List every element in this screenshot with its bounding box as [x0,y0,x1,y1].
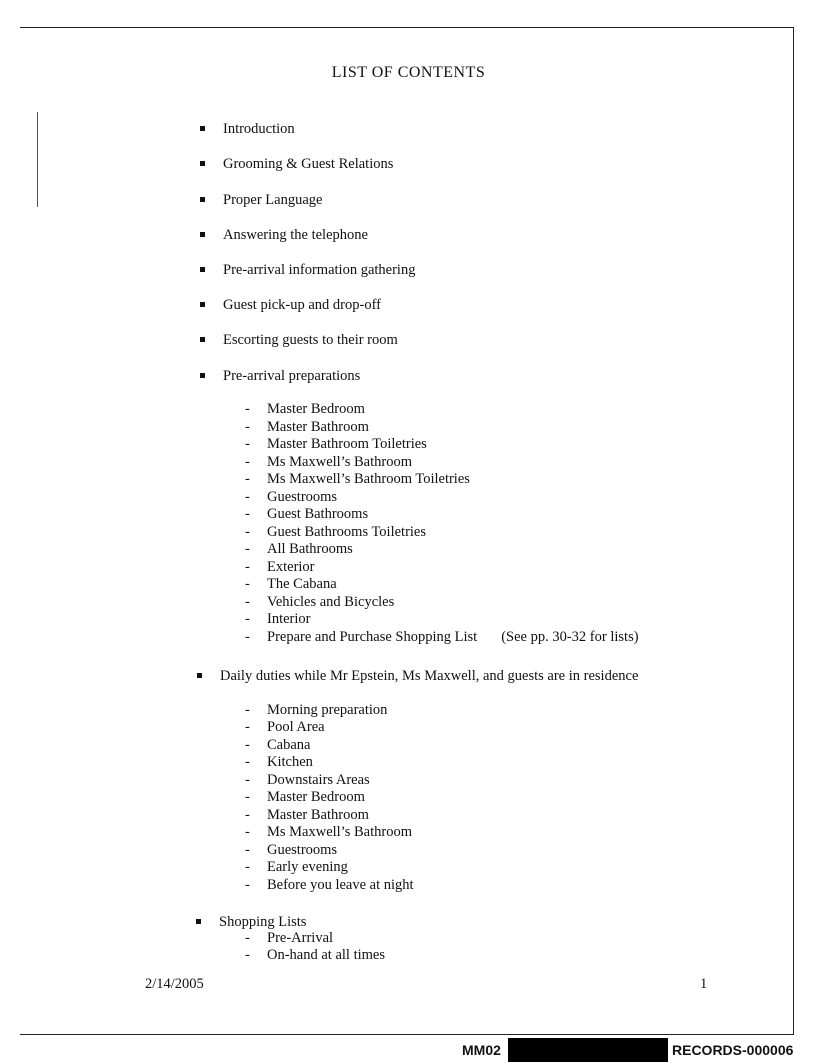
dash-marker: - [245,719,250,735]
dash-marker: - [245,859,250,875]
margin-mark [37,112,38,207]
dash-marker: - [245,754,250,770]
bullet-icon [200,126,205,131]
bullet-icon [200,232,205,237]
dash-marker: - [245,702,250,718]
dash-marker: - [245,737,250,753]
bullet-icon [200,197,205,202]
page-title: LIST OF CONTENTS [331,64,486,81]
redaction-bar [508,1038,668,1062]
bullet-icon [200,302,205,307]
bullet-icon [200,337,205,342]
right-border-line [793,27,794,1034]
dash-marker: - [245,559,250,575]
dash-marker: - [245,524,250,540]
dash-marker: - [245,842,250,858]
dash-marker: - [245,611,250,627]
bullet-icon [197,673,202,678]
bottom-border-line [20,1034,794,1035]
list-item-label: Introduction [223,121,295,137]
dash-marker: - [245,419,250,435]
page-number: 1 [700,976,708,992]
shopping-list-note: (See pp. 30-32 for lists) [501,629,639,645]
dash-marker: - [245,824,250,840]
bullet-icon [200,161,205,166]
list-item-label: Pre-arrival information gathering [223,262,416,278]
dash-marker: - [245,930,250,946]
dash-marker: - [245,489,250,505]
list-item-label: Guest pick-up and drop-off [223,297,381,313]
bullet-icon [196,919,201,924]
list-item-label: Pre-arrival preparations [223,368,361,384]
dash-marker: - [245,401,250,417]
dash-marker: - [245,541,250,557]
bates-prefix: MM02 [462,1042,501,1058]
bullet-icon [200,267,205,272]
footer-date: 2/14/2005 [145,976,204,992]
dash-marker: - [245,772,250,788]
list-item-label: Escorting guests to their room [223,332,398,348]
list-item-label: Grooming & Guest Relations [223,156,394,172]
list-item-label: Answering the telephone [223,227,368,243]
dash-marker: - [245,471,250,487]
dash-marker: - [245,436,250,452]
dash-marker: - [245,506,250,522]
dash-marker: - [245,807,250,823]
list-item-label: Daily duties while Mr Epstein, Ms Maxwell, and guests are in residence [220,668,639,684]
bullet-icon [200,373,205,378]
dash-marker: - [245,877,250,893]
dash-marker: - [245,947,250,963]
dash-marker: - [245,576,250,592]
dash-marker: - [245,454,250,470]
dash-marker: - [245,594,250,610]
list-item-label: Shopping Lists [219,914,307,930]
top-border-line [20,27,794,28]
dash-marker: - [245,629,250,645]
bates-number: RECORDS-000006 [672,1042,794,1058]
list-item-label: Proper Language [223,192,323,208]
dash-marker: - [245,789,250,805]
